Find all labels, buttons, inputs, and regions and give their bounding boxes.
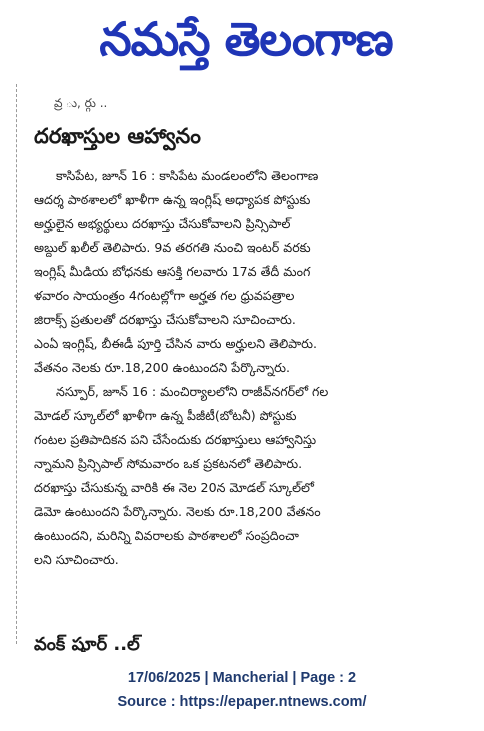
text-line: ఎంఏ ఇంగ్లిష్, బీఈడీ పూర్తి చేసిన వారు అర్హులని తెలిపారు.: [34, 336, 317, 351]
article-headline: దరఖాస్తుల ఆహ్వానం: [34, 124, 201, 148]
text-line: దరఖాస్తు చేసుకున్న వారికి ఈ నెల 20న మోడల్ స్కూల్‌లో: [34, 480, 314, 495]
source-url: Source : https://epaper.ntnews.com/: [117, 694, 367, 710]
text-line: ఉంటుందని, మరిన్ని వివరాలకు పాఠశాలలో సంప్రదించా: [34, 528, 299, 543]
text-line: వేతనం నెలకు రూ.18,200 ఉంటుందని పేర్కొన్నారు.: [34, 360, 290, 375]
text-line: కాసిపేట, జూన్ 16 : కాసిపేట మండలంలోని తెలంగాణ: [56, 168, 319, 183]
newspaper-clipping: [14, 6, 462, 652]
text-line: ఆదర్శ పాఠశాలలో ఖాళీగా ఉన్న ఇంగ్లిష్ అధ్యాపక పోస్టుకు: [34, 192, 311, 207]
text-line: ఇంగ్లిష్ మీడియ బోధనకు ఆసక్తి గలవారు 17వ తేదీ మంగ: [34, 264, 311, 279]
text-line: డెమో ఉంటుందని పేర్కొన్నారు. నెలకు రూ.18,200 వేతనం: [34, 504, 321, 519]
text-line: ళవారం సాయంత్రం 4గంటల్లోగా అర్హత గల ధ్రువపత్రాల: [34, 288, 295, 303]
article-paragraph-1: [34, 164, 458, 380]
text-line: అర్హులైన అభ్యర్థులు దరఖాస్తు చేసుకోవాలని ప్రిన్సిపాల్: [34, 216, 291, 231]
article-paragraph-2: [34, 380, 458, 572]
text-line: న్నామని ప్రిన్సిపాల్ సోమవారం ఒక ప్రకటనలో తెలిపారు.: [34, 456, 303, 471]
text-line: అబ్దుల్ ఖలీల్ తెలిపారు. 9వ తరగతి నుంచి ఇంటర్ వరకు: [34, 240, 311, 255]
article-body: [34, 164, 458, 572]
next-article-heading-cut: వంక్ షూర్ ..ల్: [34, 634, 140, 652]
previous-article-snippet: వ్ర ు, ర్గు ..: [54, 96, 108, 110]
text-line: నస్పూర్, జూన్ 16 : మంచిర్యాలలోని రాజీవ్‌నగర్‌లో గల: [56, 384, 329, 399]
masthead-title: నమస్తే తెలంగాణ: [99, 12, 393, 66]
text-line: గంటల ప్రతిపాదికన పని చేసేందుకు దరఖాస్తులు ఆహ్వానిస్తు: [34, 432, 317, 447]
edition-info: 17/06/2025 | Mancherial | Page : 2: [127, 670, 357, 686]
text-line: లని సూచించారు.: [34, 552, 119, 567]
text-line: మోడల్ స్కూల్‌లో ఖాళీగా ఉన్న పీజీటీ(బోటనీ) పోస్టుకు: [34, 408, 297, 423]
text-line: జిరాక్స్ ప్రతులతో దరఖాస్తు చేసుకోవాలని సూచించారు.: [34, 312, 296, 327]
column-divider: [16, 84, 18, 644]
